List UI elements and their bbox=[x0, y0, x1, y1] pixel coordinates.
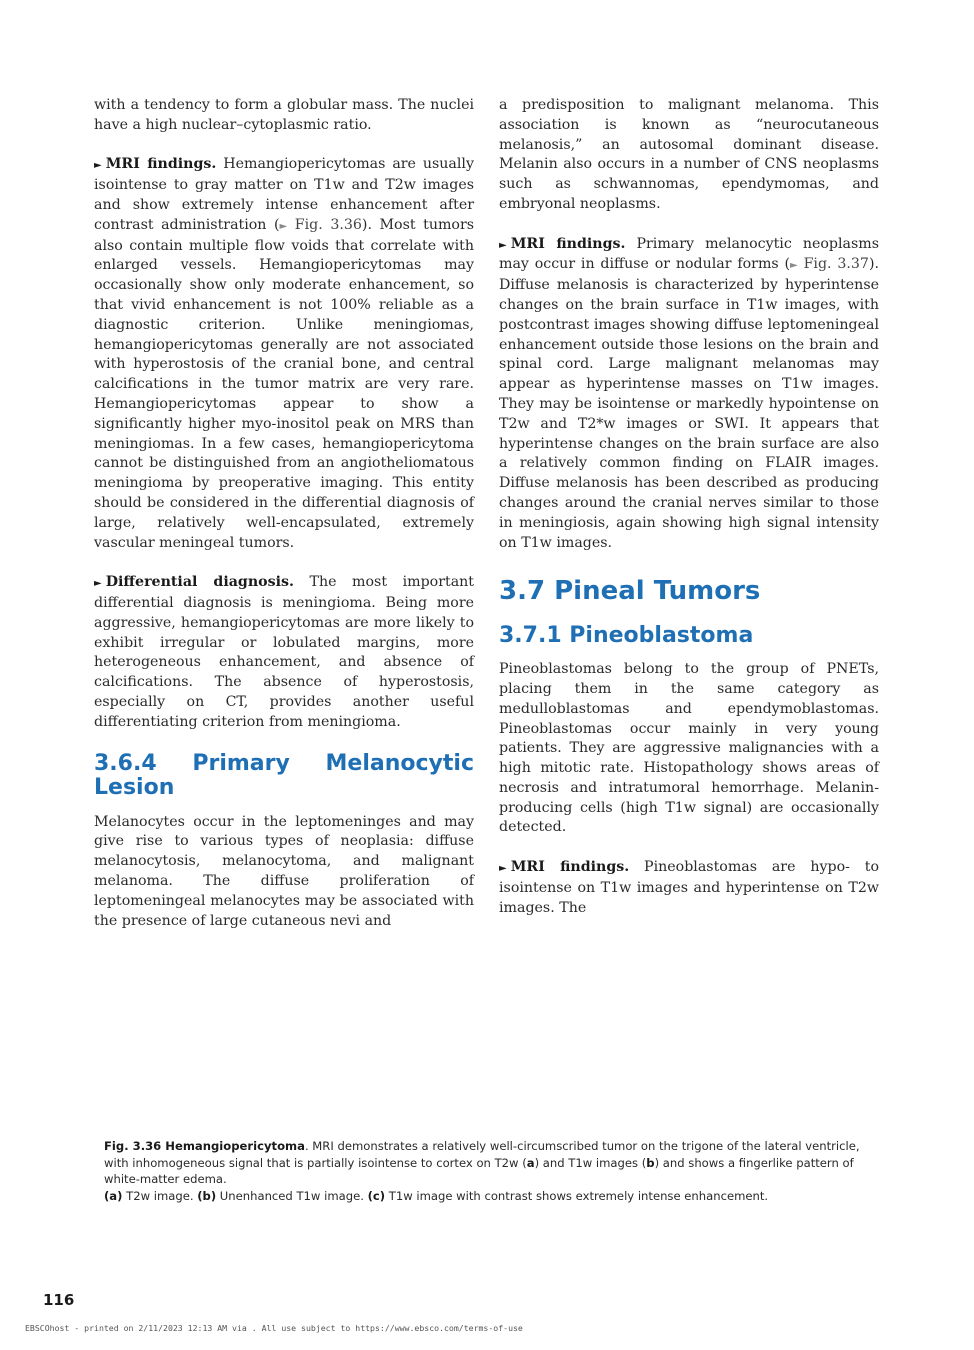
paragraph bbox=[94, 573, 474, 732]
paragraph bbox=[499, 858, 879, 918]
paragraph: Pineoblastomas belong to the group of PNETs, placing them in the same category as medulloblastomas and ependymoblastomas. Pineoblastomas occur mainly in very young patients. They are aggressive malignancies with a high mitotic rate. Histopathology shows areas of necrosis and intratumoral hemorrhage. Melanin-producing cells (high T1w signal) are occasionally detected. bbox=[499, 661, 879, 836]
bullet-triangle-icon: ► bbox=[499, 239, 507, 251]
paragraph-text: Hemangiopericytomas are usually isointense to gray matter on T1w and T2w images and show extremely intense enhancement after contrast administration ( bbox=[94, 156, 474, 233]
figure-reference[interactable]: Fig. 3.36 bbox=[294, 216, 362, 233]
subsection-heading: 3.7.1 Pineoblastoma bbox=[499, 622, 754, 648]
caption-text: T1w image with contrast shows extremely intense enhancement. bbox=[385, 1188, 769, 1203]
paragraph-text: ). Most tumors also contain multiple flow voids that correlate with enlarged vessels. Hemangiopericytomas may occasionally show only moderate enhancement, so that vivid enhancement is not 100% reliable as a diagnostic criterion. Unlike meningiomas, hemangiopericytomas generally are not associated with hyperostosis of the cranial bone, and central calcifications in the tumor matrix are very rare. Hemangiopericytomas appear to show a significantly higher myo-inositol peak on MRS than meningiomas. In a few cases, hemangiopericytoma cannot be distinguished from an angiotheliomatous meningioma by preoperative imaging. This entity should be considered in the differential diagnosis of large, relatively well-encapsulated, extremely vascular meningeal tumors. bbox=[94, 216, 475, 551]
paragraph: Melanocytes occur in the leptomeninges and may give rise to various types of neoplasia: diffuse melanocytosis, melanocytoma, and malignant melanoma. The diffuse proliferation of leptomeningeal melanocytes may be associated with the presence of large cutaneous nevi and bbox=[94, 813, 474, 929]
caption-panels bbox=[104, 1188, 874, 1205]
caption-text: Unenhanced T1w image. bbox=[216, 1188, 368, 1203]
caption-panel-ref: (c) bbox=[367, 1188, 386, 1203]
paragraph-text: ). Diffuse melanosis is characterized by hyperintense changes on the brain surface in T1w images, with postcontrast images showing diffuse leptomeningeal enhancement outside those lesions on the brain and spinal cord. Large malignant melanomas may appear as hyperintense masses on T1w images. They may be isointense or markedly hypointense on T2w and T2*w images or SWI. It appears that hyperintense changes on the brain surface are also a relatively common finding on FLAIR images. Diffuse melanosis has been described as producing changes around the cranial nerves similar to those in meningiosis, again showing high signal intensity on T1w images. bbox=[499, 256, 879, 551]
reference-arrow-icon: ► bbox=[279, 220, 288, 232]
bullet-triangle-icon: ► bbox=[94, 578, 102, 590]
paragraph-text: Pineoblastomas are hypo- to isointense on T1w images and hyperintense on T2w images. The bbox=[499, 859, 879, 916]
caption-text: ) and T1w images ( bbox=[534, 1155, 647, 1170]
bullet-triangle-icon: ► bbox=[94, 160, 102, 172]
right-column bbox=[499, 96, 879, 938]
print-footer: EBSCOhost - printed on 2/11/2023 12:13 AM via . All use subject to https://www.ebsco.com/terms-of-use bbox=[25, 1323, 523, 1333]
section-heading: 3.6.4 Primary Melanocytic Lesion bbox=[94, 751, 474, 801]
caption-main bbox=[104, 1138, 874, 1188]
bullet-triangle-icon: ► bbox=[499, 863, 507, 875]
figure-reference[interactable]: Fig. 3.37 bbox=[803, 256, 869, 273]
caption-panel-ref: b bbox=[646, 1155, 655, 1170]
paragraph: a predisposition to malignant melanoma. This association is known as “neurocutaneous melanosis,” an autosomal dominant disease. Melanin also occurs in a number of CNS neoplasms such as schwannomas, ependymomas, and embryonal neoplasms. bbox=[499, 97, 879, 212]
run-in-heading: Differential diagnosis. bbox=[105, 574, 294, 591]
left-column bbox=[94, 96, 474, 951]
run-in-heading: MRI findings. bbox=[510, 235, 626, 252]
figure-caption bbox=[104, 1138, 874, 1204]
page-number: 116 bbox=[43, 1291, 75, 1309]
paragraph: with a tendency to form a globular mass. The nuclei have a high nuclear–cytoplasmic ratio. bbox=[94, 97, 474, 133]
paragraph-text: The most important differential diagnosis is meningioma. Being more aggressive, hemangiopericytomas are more likely to exhibit irregular or lobulated margins, more heterogeneous enhancement, and absence of calcifications. The absence of hyperostosis, especially on CT, provides another useful differentiating criterion from meningioma. bbox=[94, 574, 474, 730]
caption-panel-ref: (b) bbox=[197, 1188, 217, 1203]
run-in-heading: MRI findings. bbox=[105, 156, 217, 173]
chapter-section-heading: 3.7 Pineal Tumors bbox=[499, 576, 761, 607]
caption-panel-ref: a bbox=[526, 1155, 535, 1170]
paragraph-text: Primary melanocytic neoplasms may occur in diffuse or nodular forms ( bbox=[499, 235, 879, 273]
caption-label: Fig. 3.36 Hemangiopericytoma bbox=[104, 1139, 305, 1153]
paragraph bbox=[94, 155, 474, 553]
caption-panel-ref: (a) bbox=[104, 1188, 123, 1203]
reference-arrow-icon: ► bbox=[790, 260, 798, 272]
run-in-heading: MRI findings. bbox=[510, 859, 630, 876]
caption-text: . MRI demonstrates a relatively well-circumscribed tumor on the trigone of the lateral ventricle, with inhomogeneous signal that is partially isointense to cortex on T2w ( bbox=[104, 1139, 860, 1170]
paragraph bbox=[499, 235, 879, 554]
caption-text: ) and shows a fingerlike pattern of white-matter edema. bbox=[104, 1155, 854, 1187]
caption-text: T2w image. bbox=[122, 1188, 198, 1203]
